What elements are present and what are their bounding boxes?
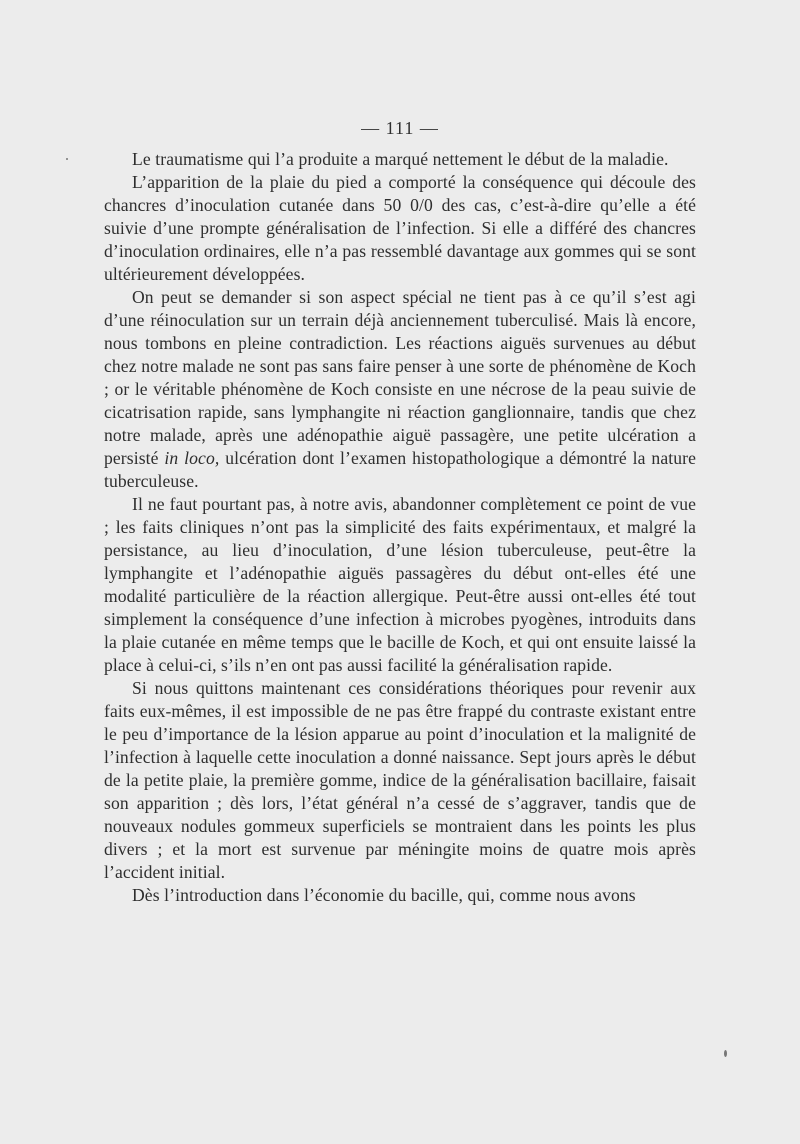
paper-speck xyxy=(66,158,68,160)
paragraph-5: Si nous quittons maintenant ces considérations théoriques pour revenir aux faits eux-mêmes, il est impossible de ne pas être frappé du contraste existant entre le peu d’importance de la lésion apparue au point d’inoculation et la malignité de l’infection à laquelle cette inoculation a donné naissance. Sept jours après le début de la petite plaie, la première gomme, indice de la généralisation bacillaire, faisait son apparition ; dès lors, l’état général n’a cessé de s’aggraver, tandis que de nouveaux nodules gommeux superficiels se montraient dans les points les plus divers ; et la mort est survenue par méningite moins de quatre mois après l’accident initial. xyxy=(104,678,696,882)
page-number: — 111 — xyxy=(361,118,439,138)
paragraph-3-italic: in loco, xyxy=(164,448,220,468)
paragraph-3 xyxy=(104,286,696,493)
paragraph-3-text: On peut se demander si son aspect spécial ne tient pas à ce qu’il s’est agi d’une réinoculation sur un terrain déjà anciennement tuberculisé. Mais là encore, nous tombons en pleine contradiction. Les réactions aiguës survenues au début chez notre malade ne sont pas sans faire penser à une sorte de phénomène de Koch ; or le véritable phénomène de Koch consiste en une nécrose de la peau suivie de cicatrisation rapide, sans lymphangite ni réaction ganglionnaire, tandis que chez notre malade, après une adénopathie aiguë passagère, une petite ulcération a persisté xyxy=(104,287,696,468)
paragraph-6: Dès l’introduction dans l’économie du bacille, qui, comme nous avons xyxy=(132,885,636,905)
paragraph-1: Le traumatisme qui l’a produite a marqué nettement le début de la maladie. xyxy=(132,149,669,169)
paragraph-3-text-after: ulcération dont l’examen histopathologique a démontré la nature tuberculeuse. xyxy=(104,448,696,491)
paragraph-4: Il ne faut pourtant pas, à notre avis, abandonner complètement ce point de vue ; les faits cliniques n’ont pas la simplicité des faits expérimentaux, et malgré la persistance, au lieu d’inoculation, d’une lésion tuberculeuse, peut-être la lymphangite et l’adénopathie aiguës passagères du début ont-elles été une modalité particulière de la réaction allergique. Peut-être aussi ont-elles été tout simplement la conséquence d’une infection à microbes pyogènes, introduits dans la plaie cutanée en même temps que le bacille de Koch, et qui ont ensuite laissé la place à celui-ci, s’ils n’en ont pas aussi facilité la généralisation rapide. xyxy=(104,494,696,675)
body-text xyxy=(104,148,696,907)
paragraph-2: L’apparition de la plaie du pied a comporté la conséquence qui découle des chancres d’inoculation cutanée dans 50 0/0 des cas, c’est-à-dire qu’elle a été suivie d’une prompte généralisation de l’infection. Si elle a différé des chancres d’inoculation ordinaires, elle n’a pas ressemblé davantage aux gommes qui se sont ultérieurement développées. xyxy=(104,172,696,284)
paper-speck xyxy=(724,1050,727,1057)
